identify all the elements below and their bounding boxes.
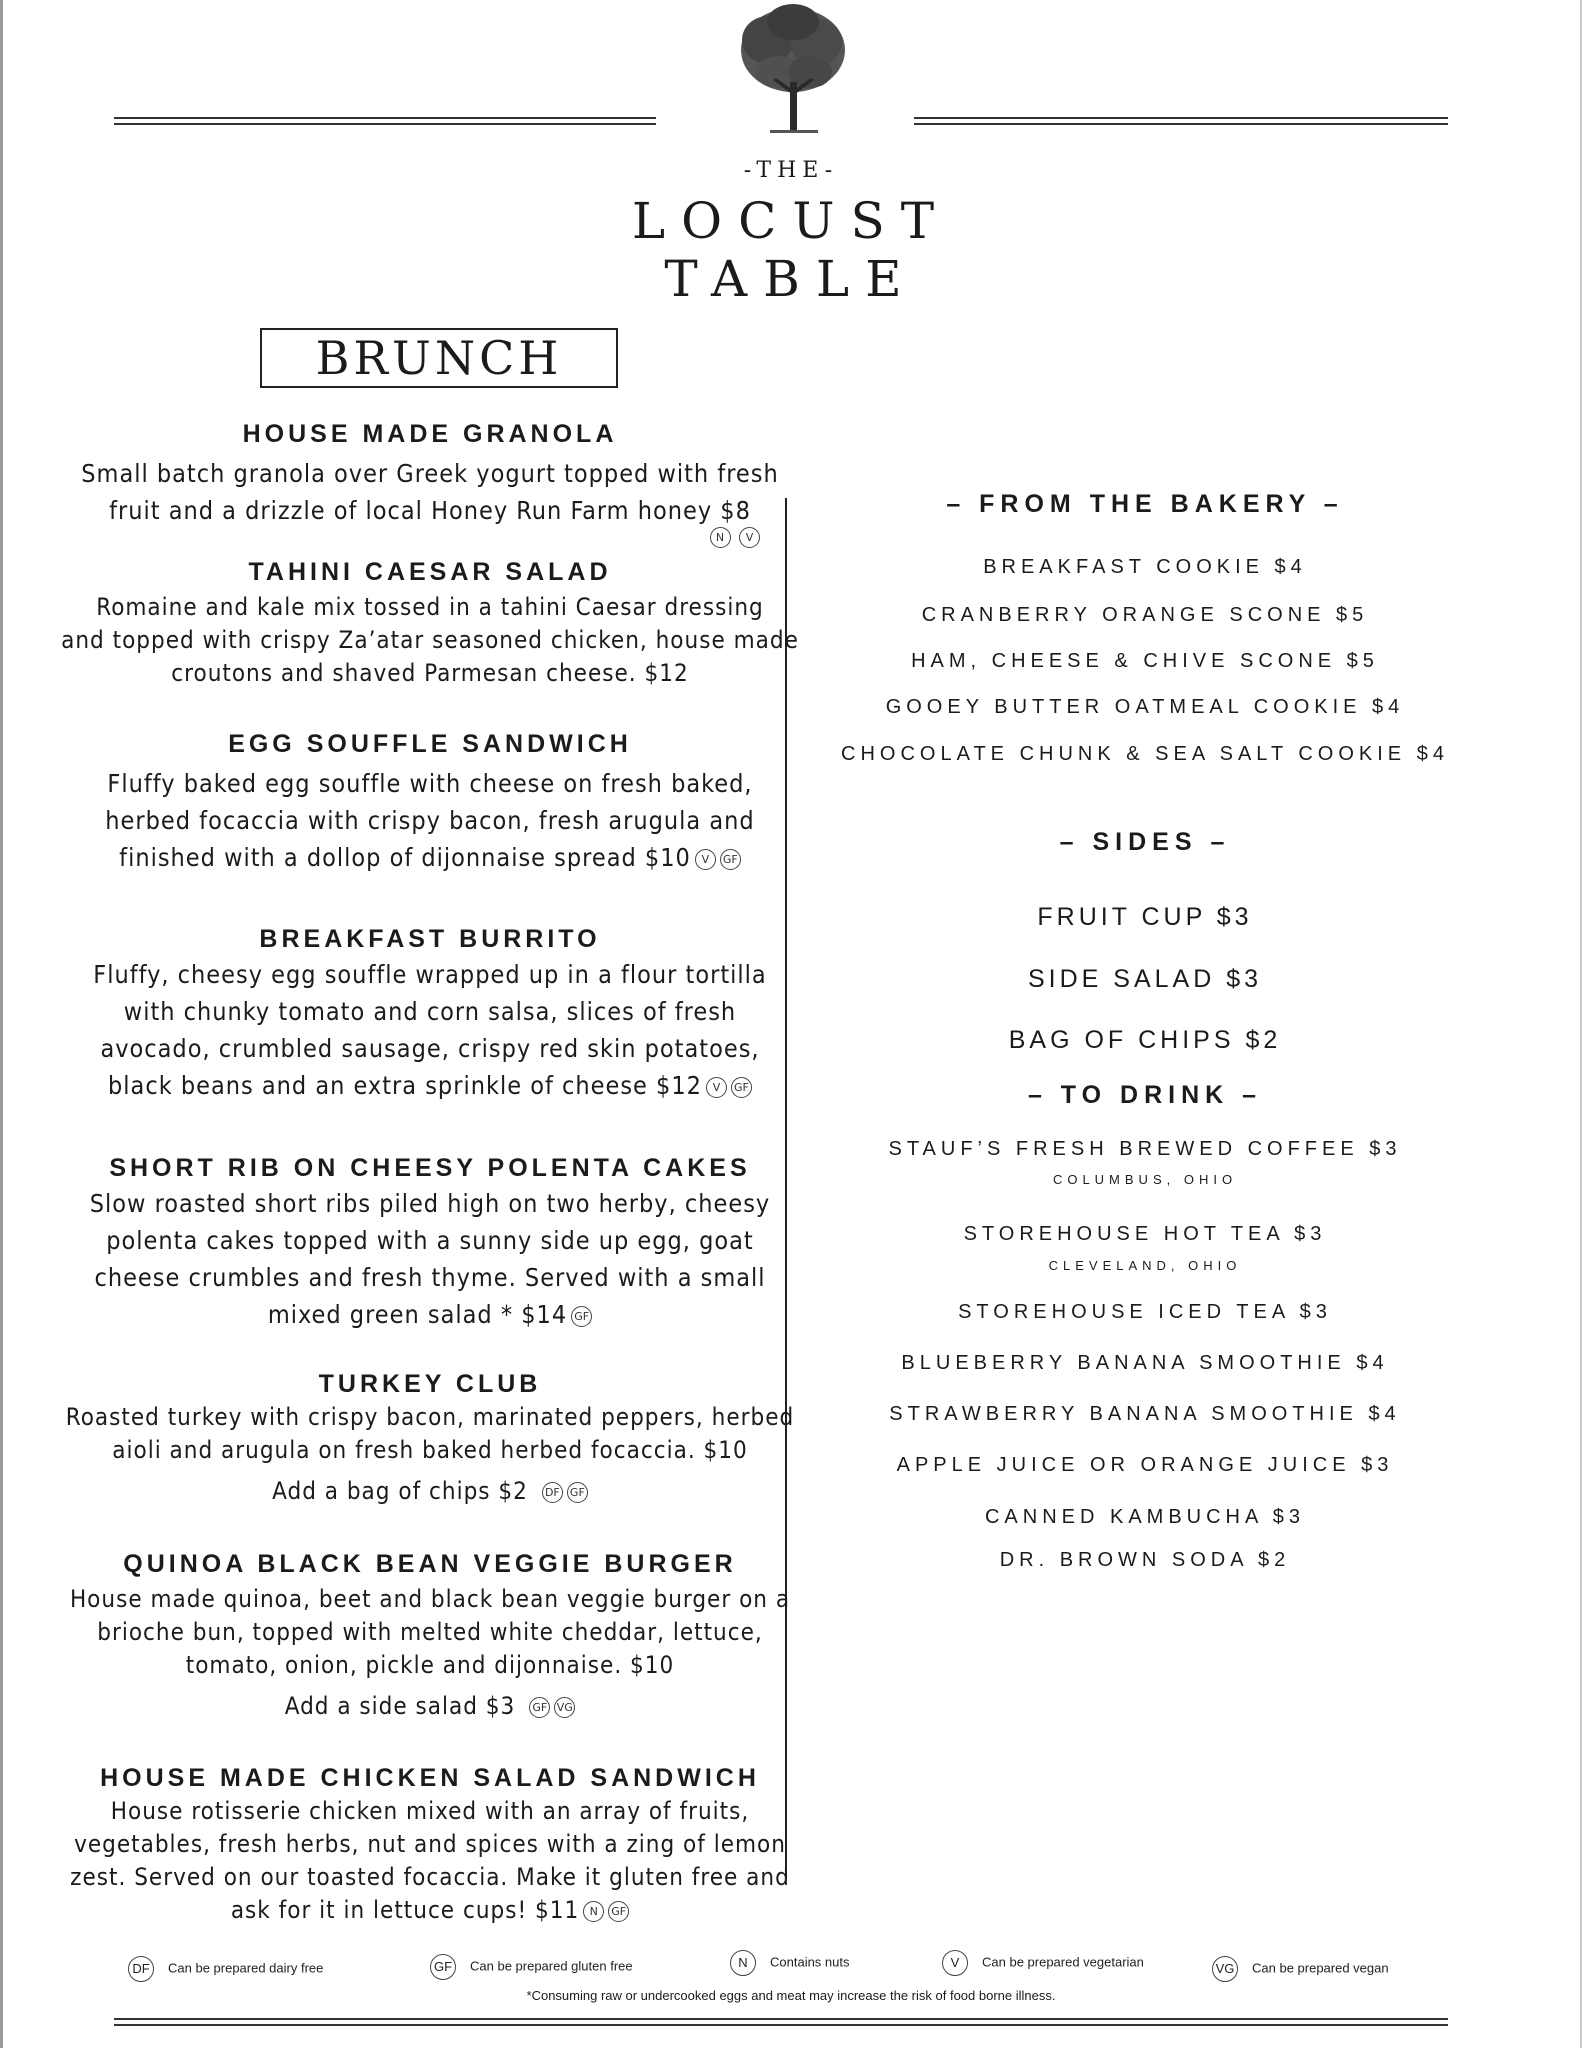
item-description	[60, 765, 800, 876]
desc-line: Fluffy baked egg souffle with cheese on fresh baked,	[107, 769, 753, 798]
legend-nuts	[730, 1950, 850, 1976]
desc-line	[60, 1475, 800, 1508]
gluten-free-badge-icon: GF	[567, 1482, 588, 1503]
menu-item-chicken-salad	[60, 1764, 800, 1927]
drink-item: STOREHOUSE HOT TEA $3	[963, 1223, 1327, 1245]
bakery-item: CRANBERRY ORANGE SCONE $5	[921, 604, 1369, 626]
item-description	[60, 591, 800, 690]
desc-line: vegetables, fresh herbs, nut and spices with a zing of lemon	[74, 1830, 786, 1858]
drinks-heading: – TO DRINK –	[1027, 1081, 1263, 1109]
item-title: BREAKFAST BURRITO	[259, 925, 601, 953]
gluten-free-badge-icon: GF	[731, 1077, 752, 1098]
brunch-heading: BRUNCH	[260, 328, 618, 388]
desc-line: Slow roasted short ribs piled high on two herby, cheesy	[89, 1189, 771, 1218]
drink-item: DR. BROWN SODA $2	[999, 1549, 1291, 1571]
menu-item-egg-souffle	[60, 730, 800, 876]
nuts-badge-icon: N	[710, 527, 731, 548]
brand-locust: LOCUST	[631, 192, 951, 250]
vegetarian-badge-icon: V	[739, 527, 760, 548]
desc-line: Fluffy, cheesy egg souffle wrapped up in a flour tortilla	[93, 960, 767, 989]
menu-item-granola	[60, 420, 800, 548]
desc-line	[60, 839, 800, 876]
drink-item: STOREHOUSE ICED TEA $3	[958, 1301, 1332, 1323]
nuts-badge-icon: N	[730, 1950, 756, 1976]
legend-vegan	[1212, 1956, 1389, 1982]
drink-item: CANNED KAMBUCHA $3	[984, 1506, 1306, 1528]
desc-line-text: Add a side salad $3	[284, 1692, 516, 1720]
dairy-free-badge-icon: DF	[542, 1482, 563, 1503]
drink-item: STRAWBERRY BANANA SMOOTHIE $4	[889, 1403, 1401, 1425]
header-rule-right	[914, 117, 1448, 125]
desc-line-text: ask for it in lettuce cups! $11	[230, 1896, 580, 1924]
sides-item: SIDE SALAD $3	[1027, 965, 1263, 993]
desc-line: House made quinoa, beet and black bean veggie burger on a	[69, 1585, 791, 1613]
desc-line-text: black beans and an extra sprinkle of cheese $12	[108, 1071, 702, 1100]
food-safety-footnote: *Consuming raw or undercooked eggs and meat may increase the risk of food borne illness.	[526, 1988, 1056, 2003]
drink-item: APPLE JUICE OR ORANGE JUICE $3	[896, 1454, 1394, 1476]
gluten-free-badge-icon: GF	[608, 1901, 629, 1922]
header-rule-left	[114, 117, 656, 125]
item-description	[60, 1795, 800, 1927]
drink-item: BLUEBERRY BANANA SMOOTHIE $4	[901, 1352, 1389, 1374]
brand-table: TABLE	[664, 250, 918, 308]
brand-the: -THE-	[743, 158, 839, 183]
bakery-item: CHOCOLATE CHUNK & SEA SALT COOKIE $4	[841, 743, 1449, 765]
desc-line: croutons and shaved Parmesan cheese. $12	[171, 659, 689, 687]
item-description	[60, 455, 800, 529]
legend-label: Contains nuts	[770, 1954, 850, 1970]
vegetarian-badge-icon: V	[942, 1950, 968, 1976]
desc-line: and topped with crispy Za’atar seasoned chicken, house made	[61, 626, 799, 654]
desc-line	[60, 1690, 800, 1723]
desc-line	[60, 1067, 800, 1104]
desc-line: tomato, onion, pickle and dijonnaise. $10	[185, 1651, 675, 1679]
desc-line: herbed focaccia with crispy bacon, fresh arugula and	[105, 806, 755, 835]
item-description	[60, 956, 800, 1104]
vegan-badge-icon: VG	[1212, 1956, 1238, 1982]
desc-line: Romaine and kale mix tossed in a tahini Caesar dressing	[96, 593, 764, 621]
menu-item-veggie-burger	[60, 1550, 800, 1723]
gluten-free-badge-icon: GF	[571, 1306, 592, 1327]
item-title: EGG SOUFFLE SANDWICH	[228, 730, 632, 758]
item-title: TAHINI CAESAR SALAD	[248, 558, 612, 586]
desc-line: avocado, crumbled sausage, crispy red skin potatoes,	[100, 1034, 760, 1063]
gluten-free-badge-icon: GF	[529, 1697, 550, 1718]
legend-gluten-free	[430, 1954, 633, 1980]
item-title: QUINOA BLACK BEAN VEGGIE BURGER	[123, 1550, 737, 1578]
drink-origin: CLEVELAND, OHIO	[1048, 1258, 1242, 1273]
menu-item-short-rib	[60, 1154, 800, 1333]
desc-line	[60, 1296, 800, 1333]
desc-line: Roasted turkey with crispy bacon, marinated peppers, herbed	[65, 1403, 795, 1431]
vegetarian-badge-icon: V	[706, 1077, 727, 1098]
menu-item-turkey-club	[60, 1370, 800, 1508]
desc-line-text: mixed green salad * $14	[267, 1300, 568, 1329]
badge-row	[60, 527, 800, 548]
menu-item-breakfast-burrito	[60, 925, 800, 1104]
legend-dairy-free	[128, 1956, 323, 1982]
bakery-item: GOOEY BUTTER OATMEAL COOKIE $4	[885, 696, 1405, 718]
desc-line: House rotisserie chicken mixed with an array of fruits,	[110, 1797, 750, 1825]
menu-item-tahini-caesar	[60, 558, 800, 690]
item-title: HOUSE MADE CHICKEN SALAD SANDWICH	[100, 1764, 760, 1792]
bakery-item: BREAKFAST COOKIE $4	[983, 556, 1307, 578]
desc-line: cheese crumbles and fresh thyme. Served with a small	[94, 1263, 766, 1292]
desc-line: brioche bun, topped with melted white cheddar, lettuce,	[97, 1618, 763, 1646]
legend-label: Can be prepared vegan	[1252, 1960, 1389, 1976]
drink-item: STAUF’S FRESH BREWED COFFEE $3	[888, 1138, 1402, 1160]
desc-line: aioli and arugula on fresh baked herbed focaccia. $10	[112, 1436, 748, 1464]
desc-line-text: Add a bag of chips $2	[272, 1477, 528, 1505]
item-title: HOUSE MADE GRANOLA	[242, 420, 618, 448]
desc-line: Small batch granola over Greek yogurt topped with fresh	[81, 459, 779, 488]
gluten-free-badge-icon: GF	[430, 1954, 456, 1980]
legend-label: Can be prepared vegetarian	[982, 1954, 1144, 1970]
item-description	[60, 1401, 800, 1508]
sides-item: BAG OF CHIPS $2	[1008, 1026, 1282, 1054]
bakery-heading: – FROM THE BAKERY –	[946, 490, 1344, 518]
nuts-badge-icon: N	[583, 1901, 604, 1922]
bakery-item: HAM, CHEESE & CHIVE SCONE $5	[911, 650, 1379, 672]
footer-rule	[114, 2018, 1448, 2026]
desc-line: zest. Served on our toasted focaccia. Make it gluten free and	[70, 1863, 790, 1891]
vegetarian-badge-icon: V	[695, 849, 716, 870]
desc-line: with chunky tomato and corn salsa, slices of fresh	[123, 997, 737, 1026]
item-description	[60, 1185, 800, 1333]
dairy-free-badge-icon: DF	[128, 1956, 154, 1982]
item-title: TURKEY CLUB	[318, 1370, 542, 1398]
sides-item: FRUIT CUP $3	[1037, 903, 1253, 931]
tree-logo-icon	[718, 0, 868, 140]
desc-line: polenta cakes topped with a sunny side up egg, goat	[106, 1226, 754, 1255]
vegan-badge-icon: VG	[554, 1697, 575, 1718]
item-description	[60, 1583, 800, 1723]
legend-label: Can be prepared dairy free	[168, 1960, 324, 1976]
desc-line-text: finished with a dollop of dijonnaise spread $10	[119, 843, 691, 872]
legend-vegetarian	[942, 1950, 1144, 1976]
drink-origin: COLUMBUS, OHIO	[1052, 1172, 1238, 1187]
legend-label: Can be prepared gluten free	[470, 1958, 633, 1974]
desc-line: fruit and a drizzle of local Honey Run Farm honey $8	[109, 496, 751, 525]
sides-heading: – SIDES –	[1059, 828, 1231, 856]
gluten-free-badge-icon: GF	[720, 849, 741, 870]
item-title: SHORT RIB ON CHEESY POLENTA CAKES	[109, 1154, 751, 1182]
desc-line	[60, 1894, 800, 1927]
